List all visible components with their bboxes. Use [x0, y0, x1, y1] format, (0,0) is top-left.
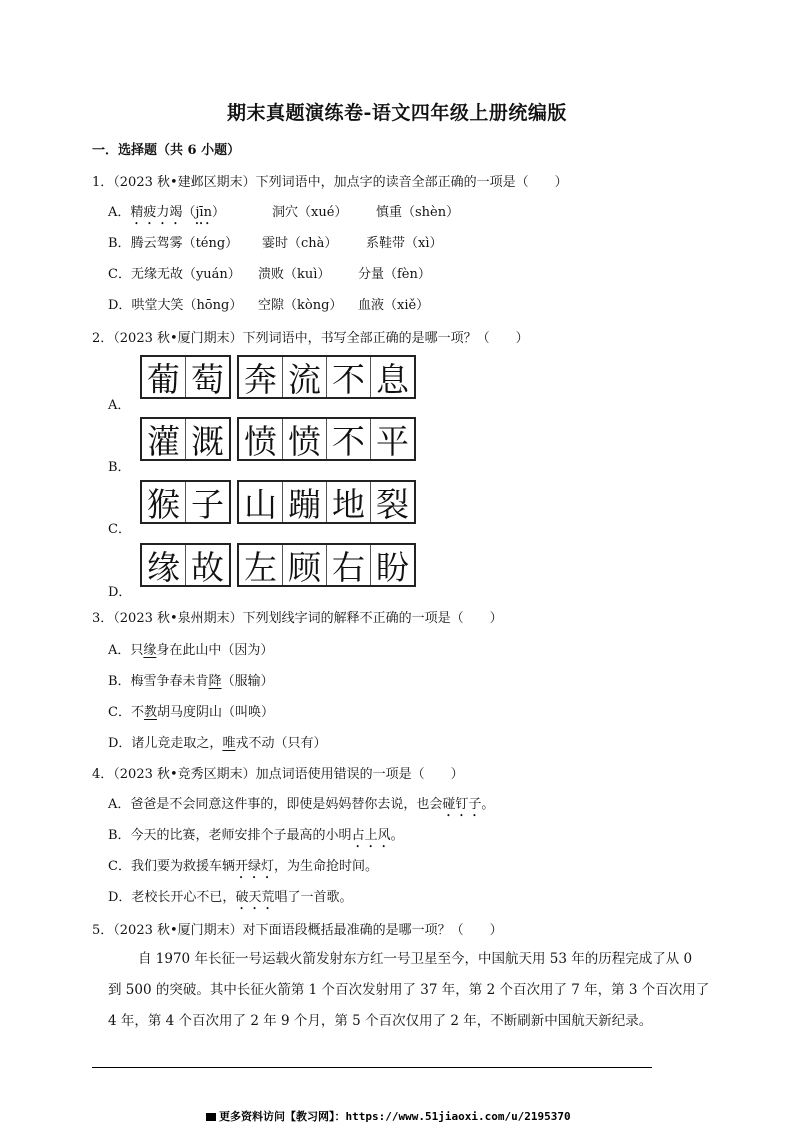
- word-box: [237, 417, 416, 461]
- char-cell: 奔: [239, 357, 283, 397]
- char-cell: 愤: [283, 419, 327, 459]
- option-text: D．诸儿竞走取之，: [108, 736, 223, 751]
- q1-option-c: [108, 263, 241, 282]
- q3-option-c: [108, 701, 274, 720]
- q3-option-d: [108, 732, 326, 751]
- option-word: 哄堂大笑（hōng）: [131, 298, 243, 313]
- char-cell: 灌: [142, 419, 186, 459]
- char-cell: 顾: [283, 545, 327, 585]
- q2-option-c-grid: [140, 480, 422, 524]
- q1-d-word3: 血液（xiě）: [358, 298, 430, 313]
- q1-option-b: [108, 232, 238, 251]
- q5-passage-line-1: 自 1970 年长征一号运载火箭发射东方红一号卫星至今，中国航天用 53 年的历程完成了从 0: [138, 951, 693, 967]
- q2-option-d-grid: [140, 543, 422, 587]
- char-cell: 盼: [376, 547, 409, 587]
- option-word: 无缘无故（yuán）: [130, 267, 241, 282]
- underlined-char: 缘: [143, 643, 157, 658]
- q1-a-word2: 洞穴（xué）: [272, 205, 348, 220]
- q3-option-b: [108, 670, 274, 689]
- word-box: [237, 355, 416, 399]
- question-3-stem: 3．（2023 秋•泉州期末）下列划线字词的解释不正确的一项是（ ）: [92, 611, 503, 626]
- char-cell: 猴: [142, 482, 186, 522]
- char-cell: 不: [327, 357, 371, 397]
- char-cell: 左: [239, 545, 283, 585]
- option-text: 身在此山中（因为）: [156, 643, 274, 658]
- word-box: [140, 355, 231, 399]
- char-cell: 山: [239, 482, 283, 522]
- option-word: 腾云驾雾（téng）: [130, 236, 239, 251]
- char-cell: 裂: [376, 484, 409, 524]
- word-box: [237, 480, 416, 524]
- char-cell: 不: [327, 419, 371, 459]
- option-letter: B．: [108, 236, 131, 251]
- q1-a-word3: 慎重（shèn）: [376, 205, 460, 220]
- q1-c-word3: 分量（fèn）: [358, 267, 431, 282]
- option-text: C．我们要为救援车辆: [108, 859, 235, 874]
- underlined-char: 降: [208, 674, 222, 689]
- dotted-phrase: 碰钉子: [442, 797, 482, 812]
- underlined-char: 教: [143, 705, 157, 720]
- q1-b-word3: 系鞋带（xì）: [366, 236, 443, 251]
- word-box: [237, 543, 416, 587]
- char-cell: 萄: [191, 359, 224, 399]
- option-letter: A．: [108, 205, 131, 220]
- dotted-phrase: 开绿灯: [234, 859, 274, 874]
- option-text: A．只: [108, 643, 144, 658]
- q4-option-c: [108, 855, 378, 882]
- char-cell: 愤: [239, 419, 283, 459]
- option-word: 精疲力竭（jīn）: [130, 205, 225, 220]
- q4-option-a: [108, 793, 494, 820]
- question-4-stem: 4．（2023 秋•竞秀区期末）加点词语使用错误的一项是（ ）: [92, 767, 464, 782]
- word-box: [140, 417, 231, 461]
- q1-c-word2: 溃败（kuì）: [258, 267, 331, 282]
- q1-b-word2: 霎时（chà）: [262, 236, 338, 251]
- q5-passage-line-3: 4 年，第 4 个百次用了 2 年 9 个月，第 5 个百次仅用了 2 年，不断刷新中国航天新纪录。: [108, 1013, 653, 1029]
- footer-text[interactable]: 更多资料访问【教习网】：https://www.51jiaoxi.com/u/2195370: [219, 1110, 571, 1123]
- footer-divider: [92, 1067, 652, 1068]
- option-text: B．梅雪争春未肯: [108, 674, 209, 689]
- q2-option-b-grid: [140, 417, 422, 461]
- option-text: C．不: [108, 705, 144, 720]
- char-cell: 平: [376, 421, 409, 461]
- dotted-phrase: 占上风: [351, 828, 391, 843]
- option-text: （服输）: [221, 674, 274, 689]
- q1-option-a: [108, 201, 225, 228]
- option-text: A．爸爸是不会同意这件事的，即使是妈妈替你去说，也会: [108, 797, 443, 812]
- question-2-stem: 2．（2023 秋•厦门期末）下列词语中，书写全部正确的是哪一项？（ ）: [92, 331, 529, 346]
- q4-option-d: [108, 886, 352, 913]
- char-cell: 地: [327, 482, 371, 522]
- option-text: B．今天的比赛，老师安排个子最高的小明: [108, 828, 352, 843]
- word-box: [140, 480, 231, 524]
- underlined-char: 唯: [222, 736, 236, 751]
- option-letter: D．: [108, 298, 132, 313]
- char-cell: 子: [191, 484, 224, 524]
- q4-option-b: [108, 824, 404, 851]
- char-cell: 蹦: [283, 482, 327, 522]
- char-cell: 溉: [191, 421, 224, 461]
- q2-label-a: A．: [108, 398, 131, 413]
- q1-option-d: [108, 294, 242, 313]
- section-heading: 一．选择题（共 6 小题）: [92, 143, 241, 158]
- char-cell: 右: [327, 545, 371, 585]
- option-text: D．老校长开心不已，: [108, 890, 236, 905]
- page-title: 期末真题演练卷-语文四年级上册统编版: [227, 102, 567, 124]
- option-text: 胡马度阴山（叫唤）: [156, 705, 274, 720]
- option-text: 戎不动（只有）: [235, 736, 327, 751]
- q2-label-d: D．: [108, 585, 132, 600]
- option-text: 。: [390, 828, 404, 843]
- char-cell: 缘: [142, 545, 186, 585]
- flag-icon: [206, 1113, 216, 1121]
- question-1-stem: 1．（2023 秋•建邺区期末）下列词语中，加点字的读音全部正确的一项是（ ）: [92, 175, 568, 190]
- char-cell: 葡: [142, 357, 186, 397]
- q2-label-b: B．: [108, 460, 131, 475]
- question-5-stem: 5．（2023 秋•厦门期末）对下面语段概括最准确的是哪一项？（ ）: [92, 923, 503, 938]
- option-text: 唱了一首歌。: [274, 890, 353, 905]
- char-cell: 息: [376, 359, 409, 399]
- q1-d-word2: 空隙（kòng）: [258, 298, 343, 313]
- option-letter: C．: [108, 267, 131, 282]
- char-cell: 流: [283, 357, 327, 397]
- q3-option-a: [108, 639, 273, 658]
- q2-option-a-grid: [140, 355, 422, 399]
- option-text: ，为生命抢时间。: [273, 859, 378, 874]
- footer-link[interactable]: [206, 1108, 571, 1124]
- q2-label-c: C．: [108, 522, 131, 537]
- q5-passage-line-2: 到 500 的突破。其中长征火箭第 1 个百次发射用了 37 年，第 2 个百次用了 7 年，第 3 个百次用了: [108, 982, 710, 998]
- word-box: [140, 543, 231, 587]
- char-cell: 故: [191, 547, 224, 587]
- option-text: 。: [481, 797, 495, 812]
- dotted-phrase: 破天荒: [235, 890, 275, 905]
